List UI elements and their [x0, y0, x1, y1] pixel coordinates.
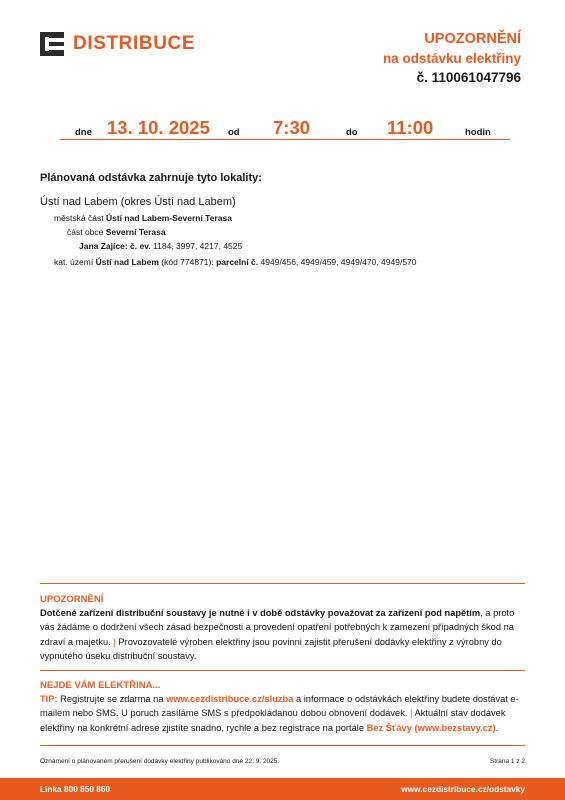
- district-part-label: městská část: [54, 213, 104, 223]
- footer-bar: [0, 778, 565, 800]
- notice-subtitle: na odstávku elektřiny: [382, 51, 521, 66]
- info-text-3: Aktuální stav dodávek elektřiny na konkrétní adrese zjistíte snadno, rychle a bez registrace na portále: [40, 708, 506, 733]
- parcel-label: parcelní č.: [216, 257, 259, 267]
- tip-text-1: Registrujte se zdarma na: [60, 694, 164, 704]
- cez-logo-icon: [40, 32, 64, 56]
- info-end: .: [495, 722, 499, 733]
- portal-link[interactable]: (www.bezstavy.cz): [414, 722, 496, 733]
- info-paragraph: [40, 692, 527, 735]
- city-name: Ústí nad Labem: [40, 196, 118, 208]
- date-divider: [60, 139, 510, 140]
- info-separator: |: [410, 708, 413, 719]
- registration-link[interactable]: www.cezdistribuce.cz/sluzba: [166, 694, 294, 704]
- warning-title: UPOZORNĚNÍ: [40, 594, 104, 605]
- outage-time-to: 11:00: [387, 117, 434, 138]
- hotline-number: Linka 800 850 860: [40, 784, 111, 794]
- label-to: do: [346, 127, 358, 138]
- warning-paragraph: [40, 606, 527, 664]
- page-number: Strana 1 z 2: [489, 758, 525, 765]
- info-title: NEJDE VÁM ELEKTŘINA...: [40, 680, 161, 691]
- label-day: dne: [75, 127, 92, 138]
- notice-title: UPOZORNĚNÍ: [424, 31, 521, 47]
- house-numbers: 1184, 3997, 4217, 4525: [153, 241, 243, 251]
- warning-bottom-rule: [40, 670, 525, 671]
- district-part-line: [54, 213, 232, 223]
- warning-bold-text: Dotčené zařízení distribuční soustavy je nutné i v době odstávky považovat za zařízení pod napětím: [40, 608, 481, 618]
- outage-date: 13. 10. 2025: [107, 117, 210, 138]
- label-from: od: [228, 127, 240, 138]
- street-name: Jana Zajíce: č. ev.: [79, 241, 151, 251]
- outages-link[interactable]: www.cezdistribuce.cz/odstavky: [401, 784, 525, 794]
- cadastral-line: [54, 257, 417, 267]
- district-name: (okres Ústí nad Labem): [120, 196, 236, 208]
- warning-text-1: , a proto vás žádáme o dodržení všech zásad bezpečnosti a provedení opatření potřebných k zamezení případných škod na zdraví a majetku.: [40, 608, 515, 647]
- warning-text-2: Provozovatelé výroben elektřiny jsou povinni zajistit přerušení dodávky elektřiny z výrobny do vypnutého úseku distribuční soustavy.: [40, 636, 502, 662]
- warning-separator: |: [113, 636, 116, 647]
- localities-intro: Plánovaná odstávka zahrnuje tyto lokality:: [40, 172, 262, 184]
- info-bottom-rule: [40, 745, 525, 746]
- municipal-part-label: část obce: [67, 227, 104, 237]
- parcel-numbers: 4949/456, 4949/459, 4949/470, 4949/570: [260, 257, 417, 267]
- cadastral-name: Ústí nad Labem: [95, 257, 159, 267]
- notice-number: č. 110061047796: [416, 70, 521, 85]
- outage-time-from: 7:30: [273, 117, 311, 138]
- logo-text: DISTRIBUCE: [73, 33, 196, 54]
- street-line: [79, 241, 242, 251]
- warning-top-rule: [40, 583, 525, 584]
- portal-name: Bez Šťávy: [366, 722, 412, 733]
- cadastral-code: (kód 774871):: [161, 257, 214, 267]
- municipal-part-line: [67, 227, 166, 237]
- tip-label: TIP:: [40, 694, 58, 704]
- publication-note: Oznámení o plánovaném přerušení dodávky elektřiny publikováno dne 22. 9. 2025.: [40, 758, 280, 765]
- notice-header: [383, 30, 521, 87]
- municipal-part: Severní Terasa: [105, 227, 166, 237]
- cadastral-label: kat. území: [54, 257, 94, 267]
- label-hours: hodin: [465, 127, 491, 138]
- company-logo: [40, 32, 195, 56]
- district-part: Ústí nad Labem-Severní Terasa: [105, 213, 232, 223]
- tip-text-2: a informace o odstávkách elektřiny budete dostávat e-mailem nebo SMS. U poruch zasíláme SMS s předpokládanou dobou obnovení dodávek.: [40, 694, 519, 719]
- locality-city: [40, 196, 236, 208]
